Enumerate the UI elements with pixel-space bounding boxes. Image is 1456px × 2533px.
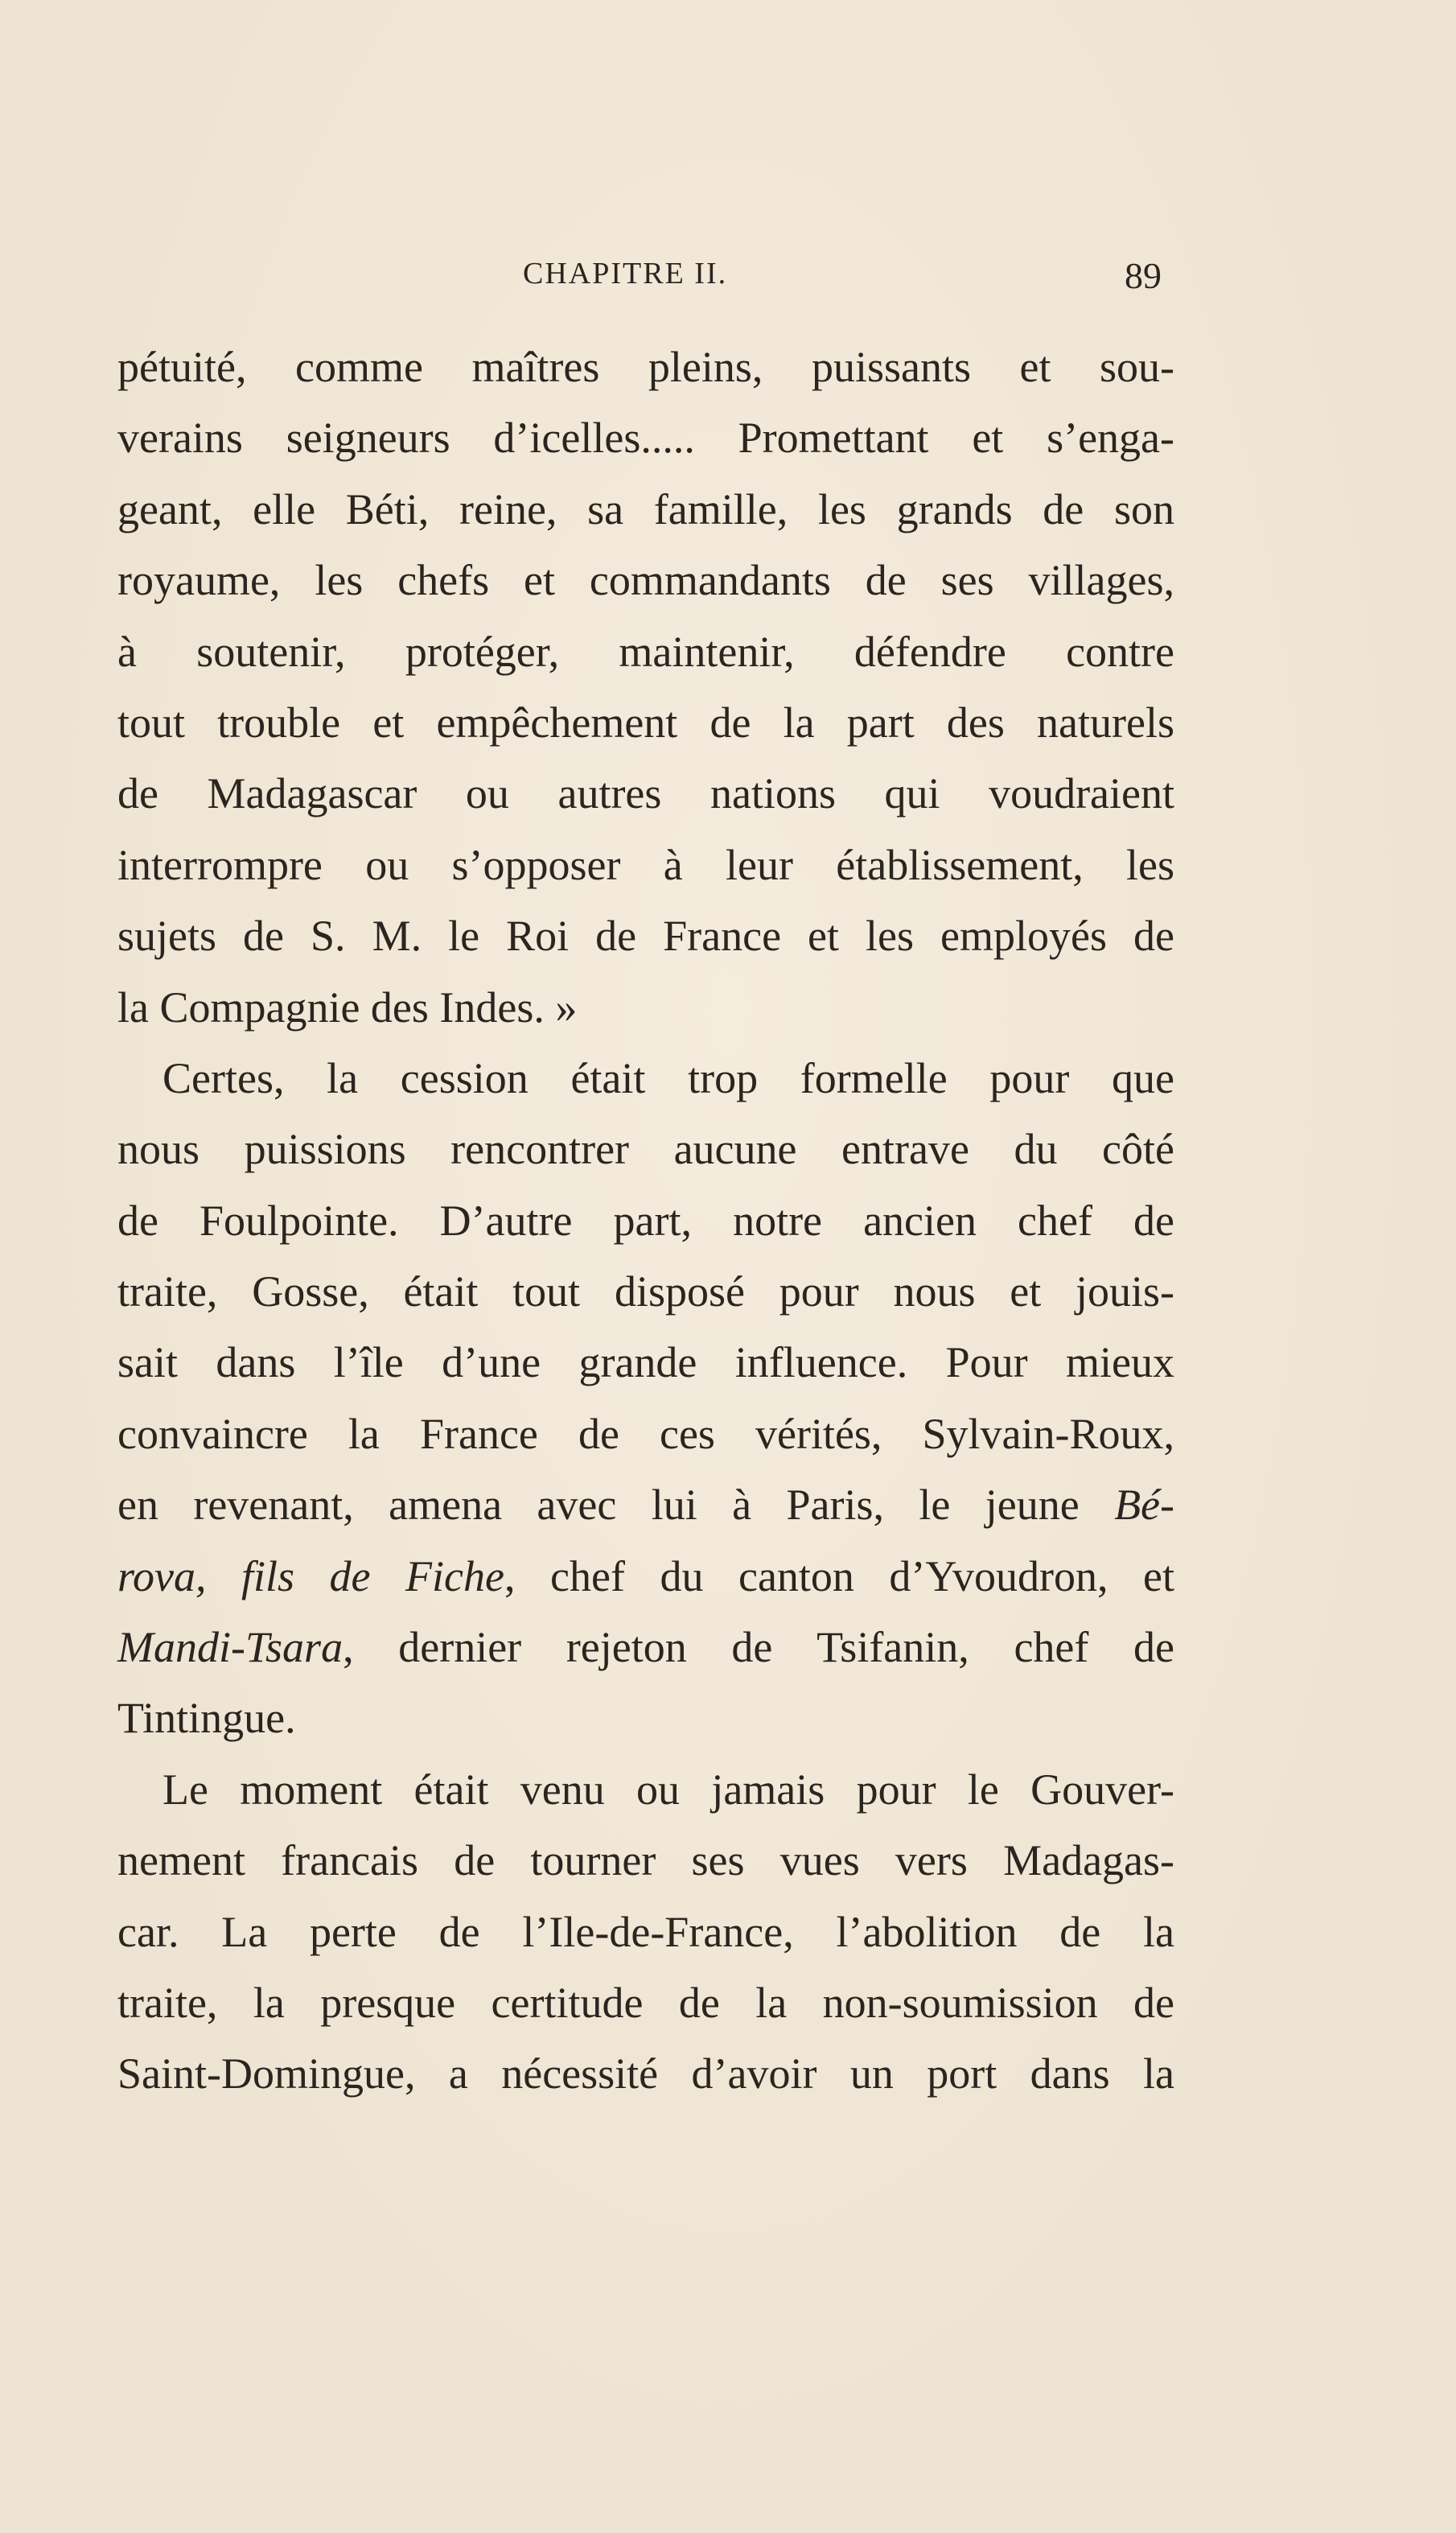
italic-name: Bé- bbox=[1114, 1481, 1174, 1530]
text-line: Certes, la cession était trop formelle pour que bbox=[162, 1053, 1174, 1102]
text-line: royaume, les chefs et commandants de ses villages, bbox=[117, 556, 1174, 605]
text-line: tout trouble et empêchement de la part des naturels bbox=[117, 698, 1174, 747]
text-line: Saint-Domingue, a nécessité d’avoir un port dans la bbox=[117, 2049, 1174, 2098]
body-text bbox=[117, 332, 1174, 2110]
text-line: interrompre ou s’opposer à leur établissement, les bbox=[117, 840, 1174, 889]
text-segment: en revenant, amena avec lui à Paris, le jeune bbox=[117, 1481, 1115, 1530]
text-line bbox=[117, 1541, 1174, 1612]
text-line bbox=[117, 1612, 1174, 1682]
text-line: la Compagnie des Indes. » bbox=[117, 982, 578, 1032]
page-number: 89 bbox=[1125, 255, 1162, 296]
text-line bbox=[117, 1469, 1174, 1540]
text-line: traite, Gosse, était tout disposé pour nous et jouis- bbox=[117, 1267, 1174, 1316]
text-line: Tintingue. bbox=[117, 1694, 296, 1743]
italic-name: rova, fils de bbox=[117, 1551, 406, 1600]
text-line: geant, elle Béti, reine, sa famille, les grands de son bbox=[117, 484, 1174, 533]
text-line: Le moment était venu ou jamais pour le Gouver- bbox=[162, 1765, 1174, 1814]
text-line: sait dans l’île d’une grande influence. Pour mieux bbox=[117, 1338, 1174, 1387]
italic-name: Fiche bbox=[405, 1551, 504, 1600]
text-line: traite, la presque certitude de la non-soumission de bbox=[117, 1978, 1174, 2027]
text-line: pétuité, comme maîtres pleins, puissants et sou- bbox=[117, 343, 1174, 391]
text-line: nement francais de tourner ses vues vers Madagas- bbox=[117, 1836, 1174, 1885]
text-line: nous puissions rencontrer aucune entrave du côté bbox=[117, 1125, 1174, 1174]
text-line: convaincre la France de ces vérités, Sylvain-Roux, bbox=[117, 1409, 1174, 1458]
text-line: sujets de S. M. le Roi de France et les employés de bbox=[117, 912, 1174, 961]
italic-name: Mandi-Tsara bbox=[117, 1623, 343, 1672]
text-line: car. La perte de l’Ile-de-France, l’abolition de la bbox=[117, 1907, 1174, 1956]
text-line: verains seigneurs d’icelles..... Promettant et s’enga- bbox=[117, 414, 1174, 463]
text-line: à soutenir, protéger, maintenir, défendre contre bbox=[117, 627, 1174, 676]
text-line: de Madagascar ou autres nations qui voudraient bbox=[117, 769, 1174, 818]
text-segment: , chef du canton d’Yvoudron, et bbox=[504, 1551, 1174, 1600]
text-segment: , dernier rejeton de Tsifanin, chef de bbox=[343, 1623, 1174, 1672]
text-line: de Foulpointe. D’autre part, notre ancien chef de bbox=[117, 1196, 1174, 1245]
running-head bbox=[0, 256, 1456, 304]
chapter-title: CHAPITRE II. bbox=[523, 257, 728, 290]
